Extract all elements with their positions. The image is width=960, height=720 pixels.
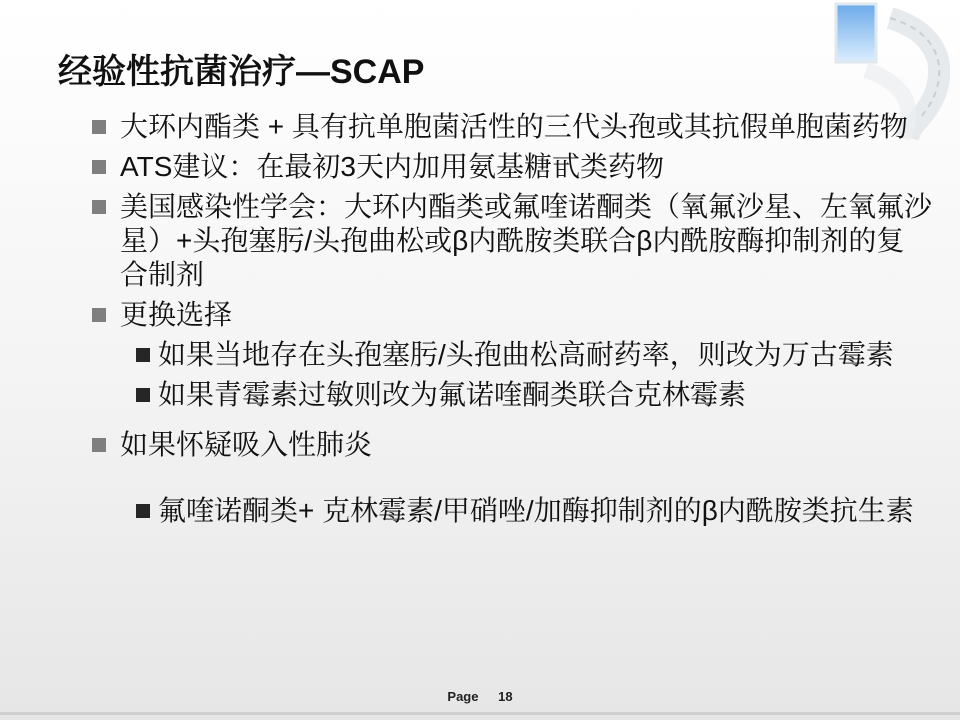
sub-bullet-text: 如果当地存在头孢塞肟/头孢曲松高耐药率，则改为万古霉素 <box>158 339 894 370</box>
page-number: 18 <box>498 689 513 704</box>
page-footer <box>0 689 960 704</box>
square-bullet-icon <box>92 438 106 452</box>
bottom-rule <box>0 712 960 715</box>
bullet-list <box>92 110 932 542</box>
bullet-item <box>92 428 932 462</box>
bullet-text: ATS建议：在最初3天内加用氨基糖甙类药物 <box>120 151 664 182</box>
square-bullet-icon <box>92 308 106 322</box>
bullet-item <box>92 190 932 292</box>
bullet-item <box>92 298 932 332</box>
bullet-text: 更换选择 <box>120 299 233 330</box>
bullet-item <box>92 150 932 184</box>
square-bullet-icon <box>136 388 150 402</box>
square-bullet-icon <box>92 160 106 174</box>
sub-bullet-text: 氟喹诺酮类+ 克林霉素/甲硝唑/加酶抑制剂的β内酰胺类抗生素 <box>158 495 914 526</box>
page-label: Page <box>447 689 479 704</box>
square-bullet-icon <box>92 200 106 214</box>
bullet-text: 如果怀疑吸入性肺炎 <box>120 429 373 460</box>
square-bullet-icon <box>92 120 106 134</box>
bullet-text: 大环内酯类 + 具有抗单胞菌活性的三代头孢或其抗假单胞菌药物 <box>120 111 908 142</box>
square-bullet-icon <box>136 504 150 518</box>
sub-bullet-item <box>136 338 932 372</box>
square-bullet-icon <box>136 348 150 362</box>
sub-bullet-text: 如果青霉素过敏则改为氟诺喹酮类联合克林霉素 <box>158 379 747 410</box>
bullet-item <box>92 110 932 144</box>
slide-title: 经验性抗菌治疗—SCAP <box>58 53 425 91</box>
sub-bullet-item <box>136 378 932 412</box>
bullet-text: 美国感染性学会：大环内酯类或氟喹诺酮类（氧氟沙星、左氧氟沙星）+头孢塞肟/头孢曲松或β内酰胺类联合β内酰胺酶抑制剂的复合制剂 <box>120 191 933 290</box>
sub-bullet-item <box>136 486 932 536</box>
